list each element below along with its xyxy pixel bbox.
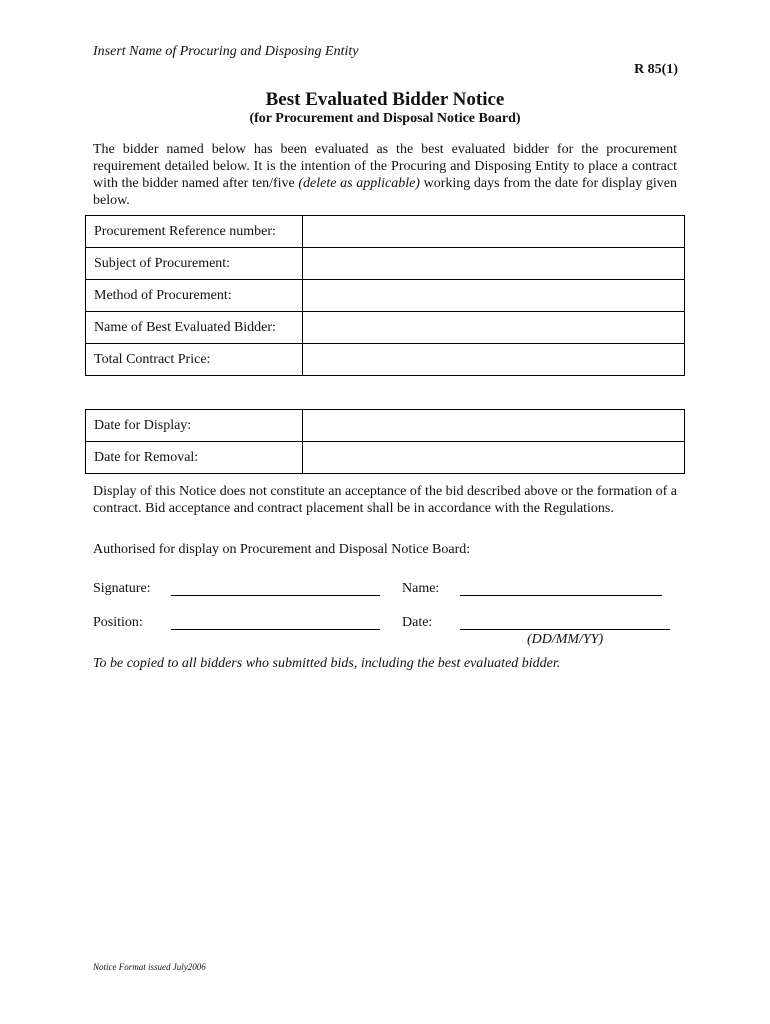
position-line[interactable] xyxy=(171,629,380,630)
date-line[interactable] xyxy=(460,629,670,630)
name-line[interactable] xyxy=(460,595,662,596)
table-row xyxy=(86,344,685,376)
signature-label: Signature: xyxy=(93,581,151,596)
intro-text-part1: The bidder named below has been evaluated as the best evaluated bidder for the procurement requirement detailed below. It is the intention of the Procuring and Disposing Entity to place a contract with the bidder named after ten/five xyxy=(93,142,677,191)
method-label: Method of Procurement: xyxy=(86,280,303,312)
intro-paragraph xyxy=(93,141,677,209)
removal-date-label: Date for Removal: xyxy=(86,442,303,474)
table-row xyxy=(86,280,685,312)
reference-number-label: Procurement Reference number: xyxy=(86,216,303,248)
subject-label: Subject of Procurement: xyxy=(86,248,303,280)
subject-field[interactable] xyxy=(303,248,685,280)
table-row xyxy=(86,442,685,474)
name-label: Name: xyxy=(402,581,440,596)
position-label: Position: xyxy=(93,615,143,630)
authorisation-statement: Authorised for display on Procurement and Disposal Notice Board: xyxy=(93,542,471,557)
contract-price-label: Total Contract Price: xyxy=(86,344,303,376)
disclaimer-paragraph: Display of this Notice does not constitute an acceptance of the bid described above or the formation of a contract. Bid acceptance and contract placement shall be in accordance with the Regulations. xyxy=(93,484,677,516)
intro-text-italic: (delete as applicable) xyxy=(298,176,420,191)
entity-name-placeholder: Insert Name of Procuring and Disposing Entity xyxy=(93,44,359,59)
table-row xyxy=(86,216,685,248)
signature-line[interactable] xyxy=(171,595,380,596)
date-label: Date: xyxy=(402,615,433,630)
table-row xyxy=(86,410,685,442)
table-row xyxy=(86,248,685,280)
bidder-name-label: Name of Best Evaluated Bidder: xyxy=(86,312,303,344)
intro-text-part2: working days from the date for display given below. xyxy=(93,176,677,208)
display-date-field[interactable] xyxy=(303,410,685,442)
method-field[interactable] xyxy=(303,280,685,312)
distribution-note: To be copied to all bidders who submitted bids, including the best evaluated bidder. xyxy=(93,656,561,671)
footer-note: Notice Format issued July2006 xyxy=(93,962,206,972)
display-dates-table xyxy=(85,409,685,474)
bidder-name-field[interactable] xyxy=(303,312,685,344)
table-row xyxy=(86,312,685,344)
date-format-hint: (DD/MM/YY) xyxy=(527,632,604,647)
removal-date-field[interactable] xyxy=(303,442,685,474)
display-date-label: Date for Display: xyxy=(86,410,303,442)
page-subtitle: (for Procurement and Disposal Notice Board) xyxy=(249,111,521,126)
form-code: R 85(1) xyxy=(634,62,678,77)
page-title: Best Evaluated Bidder Notice xyxy=(265,89,505,110)
contract-price-field[interactable] xyxy=(303,344,685,376)
reference-number-field[interactable] xyxy=(303,216,685,248)
procurement-details-table xyxy=(85,215,685,376)
